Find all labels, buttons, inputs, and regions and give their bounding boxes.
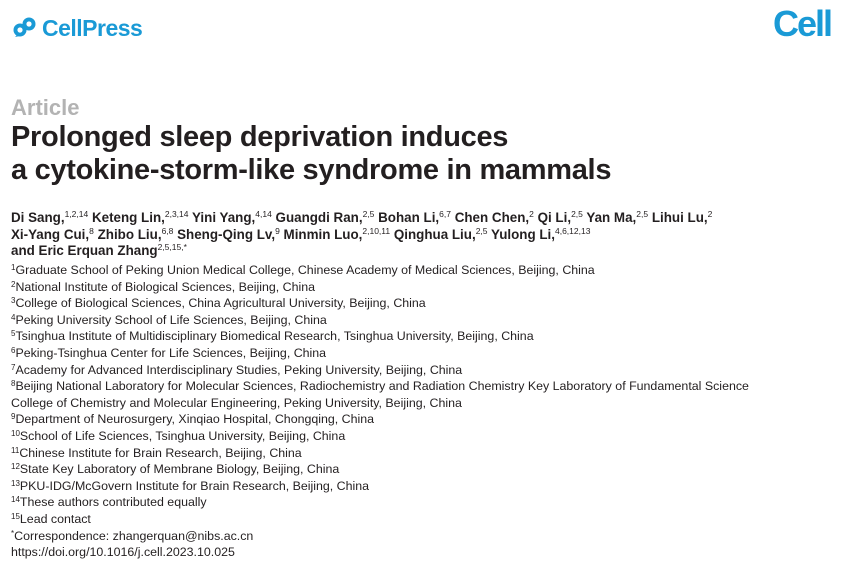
affiliation-number: 9 xyxy=(11,412,16,422)
affiliation-text: Tsinghua Institute of Multidisciplinary Biomedical Research, Tsinghua University, Beijing, China xyxy=(15,329,534,344)
author-affiliation-marker: 4,14 xyxy=(255,209,272,219)
author-line xyxy=(11,243,846,260)
author-name[interactable]: Lihui Lu, xyxy=(651,210,708,225)
author-affiliation-marker: 2,10,11 xyxy=(362,225,391,236)
author-affiliation-marker: 9 xyxy=(275,225,280,236)
affiliation-number: 15 xyxy=(11,511,20,521)
author-affiliation-marker: 8 xyxy=(89,225,94,236)
affiliation-item xyxy=(11,312,851,329)
affiliation-text: Chinese Institute for Brain Research, Beijing, China xyxy=(19,445,302,460)
cellpress-wordmark: CellPress xyxy=(42,14,143,41)
affiliation-text: Correspondence: zhangerquan@nibs.ac.cn xyxy=(14,528,254,543)
affiliation-item xyxy=(11,345,851,362)
author-name[interactable]: Qinghua Liu, xyxy=(393,226,476,242)
doi-link[interactable] xyxy=(11,544,851,561)
affiliation-text: School of Life Sciences, Tsinghua University, Beijing, China xyxy=(19,428,346,443)
correspondence-line xyxy=(11,528,851,545)
affiliation-text: Graduate School of Peking Union Medical College, Chinese Academy of Medical Sciences, Beijing, China xyxy=(15,263,595,277)
affiliation-number: 14 xyxy=(11,495,20,505)
affiliation-text: National Institute of Biological Sciences, Beijing, China xyxy=(15,279,316,294)
affiliation-item xyxy=(11,378,851,395)
affiliation-number: 6 xyxy=(11,345,16,355)
affiliation-text: PKU-IDG/McGovern Institute for Brain Research, Beijing, China xyxy=(19,478,370,493)
author-name[interactable]: Bohan Li, xyxy=(378,210,440,225)
affiliation-item xyxy=(11,461,851,478)
affiliation-number: 12 xyxy=(11,462,20,472)
author-name[interactable]: Xi-Yang Cui, xyxy=(11,226,90,242)
affiliation-item xyxy=(11,428,851,445)
author-affiliation-marker: 2,3,14 xyxy=(164,209,189,219)
affiliation-text: College of Biological Sciences, China Agricultural University, Beijing, China xyxy=(15,296,426,311)
affiliation-item xyxy=(11,511,851,528)
affiliation-number: 3 xyxy=(11,296,16,306)
affiliation-text: Beijing National Laboratory for Molecular Sciences, Radiochemistry and Radiation Chemistry Key Laboratory of Fundamental Science xyxy=(15,379,749,394)
affiliation-list xyxy=(11,262,851,561)
affiliation-number: 11 xyxy=(11,445,20,455)
affiliation-item xyxy=(11,262,851,279)
affiliation-text: Academy for Advanced Interdisciplinary Studies, Peking University, Beijing, China xyxy=(15,362,463,377)
affiliation-number: 2 xyxy=(11,279,16,289)
author-name[interactable]: Chen Chen, xyxy=(454,210,530,225)
page-header xyxy=(0,0,861,60)
affiliation-item xyxy=(11,494,851,511)
author-name[interactable]: and Eric Erquan Zhang xyxy=(11,243,158,258)
affiliation-number: 4 xyxy=(11,312,16,322)
author-affiliation-marker: 2,5 xyxy=(636,209,649,219)
cell-journal-logo[interactable]: Cell xyxy=(772,3,831,44)
affiliation-text: Department of Neurosurgery, Xinqiao Hospital, Chongqing, China xyxy=(15,412,375,427)
affiliation-number: 7 xyxy=(11,362,16,372)
affiliation-item xyxy=(11,279,851,296)
author-affiliation-marker: 2,5 xyxy=(475,225,488,236)
author-affiliation-marker: 4,6,12,13 xyxy=(554,225,591,236)
author-name[interactable]: Yan Ma, xyxy=(586,210,637,225)
affiliation-item xyxy=(11,328,851,345)
affiliation-item xyxy=(11,411,851,428)
author-name[interactable]: Qi Li, xyxy=(537,210,572,225)
cellpress-mark-icon xyxy=(12,16,38,40)
article-type-label: Article xyxy=(11,95,80,120)
author-name[interactable]: Yulong Li, xyxy=(491,226,555,242)
title-line: a cytokine-storm-like syndrome in mammals xyxy=(11,154,612,186)
author-line xyxy=(11,210,846,227)
author-affiliation-marker: 2,5,15,* xyxy=(157,242,187,252)
affiliation-text: Lead contact xyxy=(19,511,91,526)
affiliation-text: Peking University School of Life Sciences, Beijing, China xyxy=(15,312,327,327)
affiliation-item xyxy=(11,445,851,462)
affiliation-text: State Key Laboratory of Membrane Biology, Beijing, China xyxy=(19,462,340,477)
author-line xyxy=(11,227,846,244)
affiliation-text: College of Chemistry and Molecular Engineering, Peking University, Beijing, China xyxy=(11,395,462,410)
affiliation-number: 10 xyxy=(11,428,20,438)
author-list xyxy=(11,210,846,260)
author-name[interactable]: Zhibo Liu, xyxy=(97,226,162,242)
author-name[interactable]: Di Sang, xyxy=(11,210,65,225)
article-title xyxy=(11,121,831,187)
affiliation-item xyxy=(11,478,851,495)
author-affiliation-marker: 2 xyxy=(707,209,713,219)
author-affiliation-marker: 2,5 xyxy=(362,209,375,219)
author-affiliation-marker: 2,5 xyxy=(571,209,583,219)
affiliation-number: 5 xyxy=(11,329,16,339)
affiliation-number: 8 xyxy=(11,379,16,389)
author-name[interactable]: Minmin Luo, xyxy=(283,226,363,242)
author-affiliation-marker: 1,2,14 xyxy=(64,209,89,219)
author-affiliation-marker: 6,7 xyxy=(439,209,451,219)
cellpress-logo[interactable] xyxy=(12,16,142,40)
author-name[interactable]: Keteng Lin, xyxy=(91,210,165,225)
affiliation-number: * xyxy=(11,528,15,538)
affiliation-text: Peking-Tsinghua Center for Life Sciences, Beijing, China xyxy=(15,345,327,360)
affiliation-item xyxy=(11,295,851,312)
affiliation-text: These authors contributed equally xyxy=(19,495,207,510)
author-affiliation-marker: 6,8 xyxy=(161,225,174,236)
affiliation-number: 1 xyxy=(11,263,16,272)
author-name[interactable]: Guangdi Ran, xyxy=(275,210,363,225)
title-line: Prolonged sleep deprivation induces xyxy=(11,121,509,153)
affiliation-number: 13 xyxy=(11,478,20,488)
author-affiliation-marker: 2 xyxy=(529,209,534,219)
affiliation-text[interactable]: https://doi.org/10.1016/j.cell.2023.10.025 xyxy=(11,545,235,560)
author-name[interactable]: Sheng-Qing Lv, xyxy=(177,226,276,242)
affiliation-item xyxy=(11,395,851,412)
affiliation-item xyxy=(11,362,851,379)
author-name[interactable]: Yini Yang, xyxy=(191,210,256,225)
